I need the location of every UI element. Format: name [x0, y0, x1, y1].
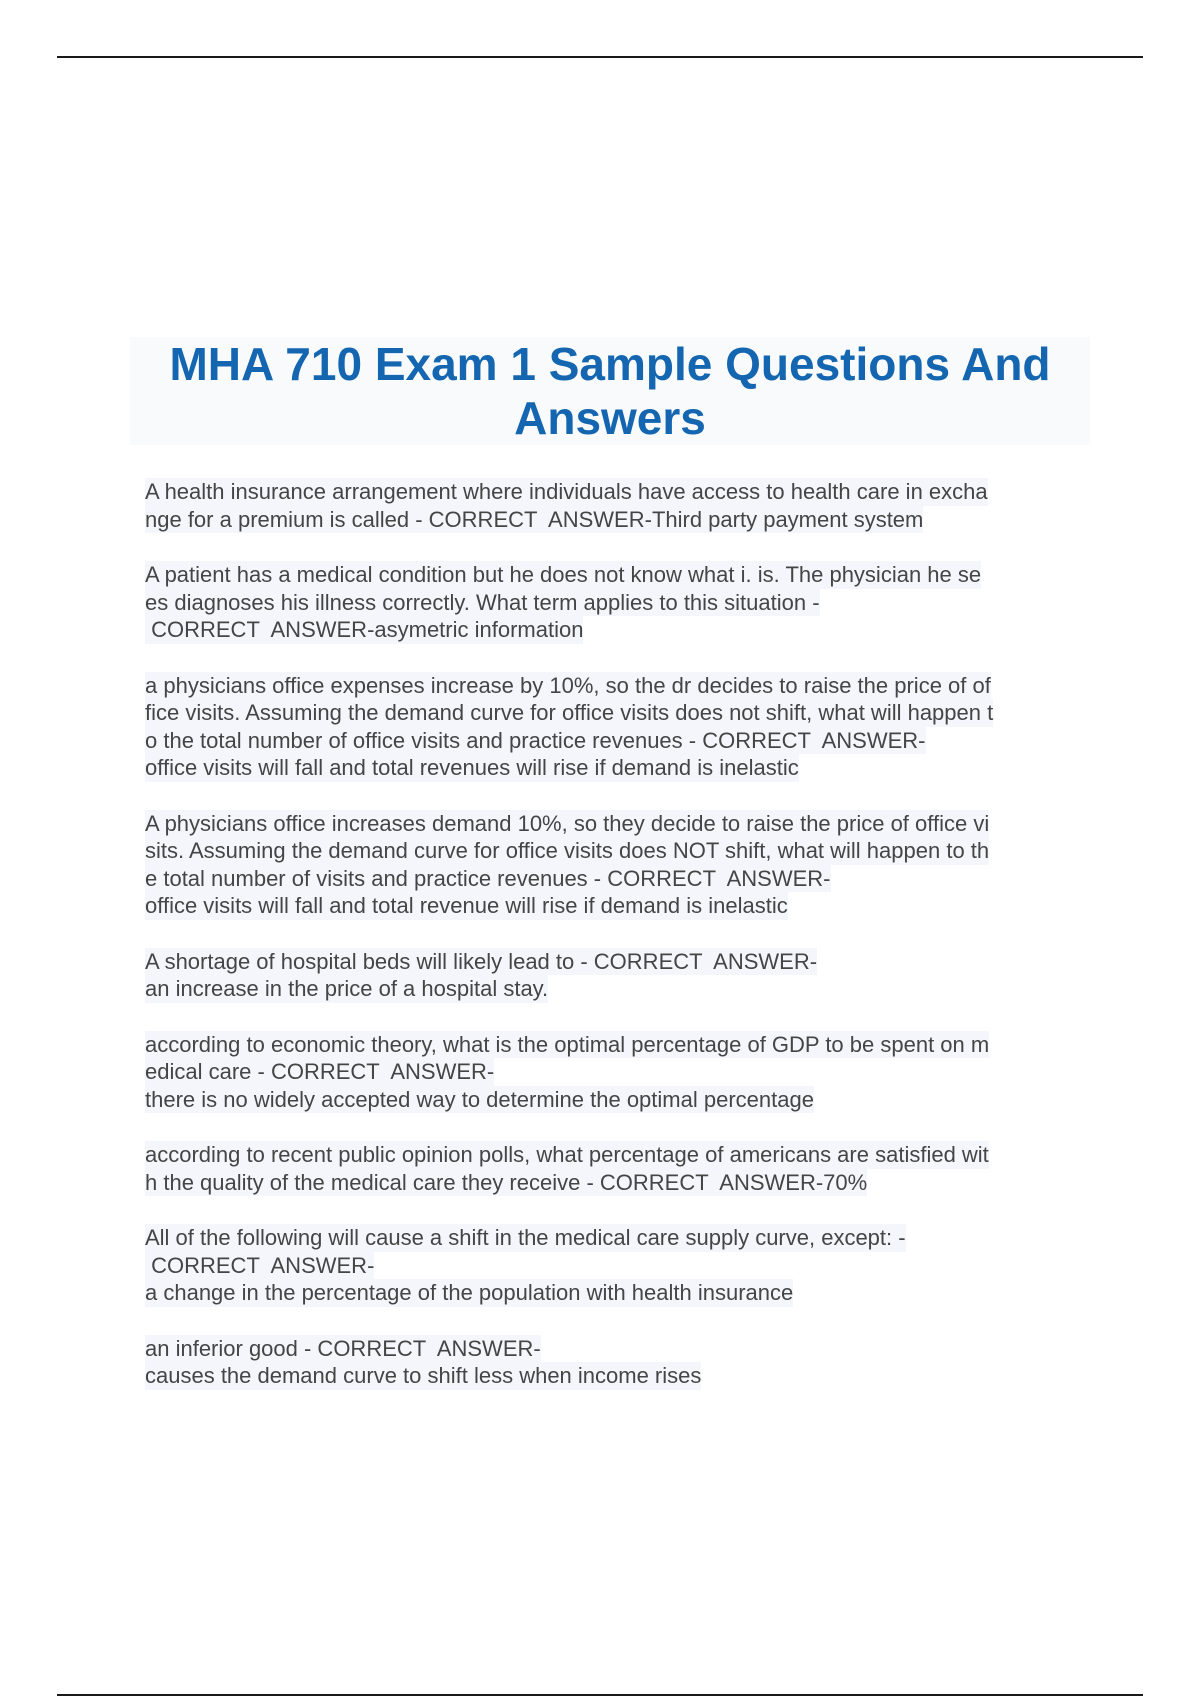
- qa-line: sits. Assuming the demand curve for office visits does NOT shift, what will happen to th: [145, 838, 990, 863]
- page-title: [130, 337, 1090, 445]
- qa-line: A physicians office increases demand 10%, so they decide to raise the price of office vi: [145, 810, 990, 836]
- qa-line: office visits will fall and total revenue will rise if demand is inelastic: [145, 893, 788, 918]
- qa-line: es diagnoses his illness correctly. What term applies to this situation -: [145, 589, 820, 615]
- qa-line: an inferior good - CORRECT ANSWER-: [145, 1335, 541, 1361]
- qa-line: A shortage of hospital beds will likely lead to - CORRECT ANSWER-: [145, 948, 818, 974]
- qa-line: A patient has a medical condition but he does not know what i. is. The physician he se: [145, 562, 982, 587]
- qa-line: e total number of visits and practice revenues - CORRECT ANSWER-: [145, 865, 831, 891]
- qa-line: a change in the percentage of the population with health insurance: [145, 1280, 794, 1305]
- qa-line: CORRECT ANSWER-: [145, 1252, 375, 1278]
- qa-line: office visits will fall and total revenues will rise if demand is inelastic: [145, 755, 799, 780]
- qa-line: fice visits. Assuming the demand curve for office visits does not shift, what will happen t: [145, 700, 994, 725]
- qa-item: [145, 1031, 1090, 1114]
- qa-line: edical care - CORRECT ANSWER-: [145, 1059, 495, 1084]
- qa-item: [145, 948, 1090, 1003]
- qa-line: an increase in the price of a hospital stay.: [145, 976, 549, 1001]
- qa-line: according to economic theory, what is the optimal percentage of GDP to be spent on m: [145, 1031, 990, 1057]
- title-line: Answers: [514, 392, 706, 444]
- qa-line: A health insurance arrangement where individuals have access to health care in excha: [145, 479, 988, 504]
- qa-list: [145, 478, 1090, 1418]
- qa-item: [145, 1141, 1090, 1196]
- footer-rule: [57, 1694, 1143, 1696]
- title-line: MHA 710 Exam 1 Sample Questions And: [169, 338, 1051, 390]
- qa-item: [145, 1224, 1090, 1307]
- qa-line: CORRECT ANSWER-asymetric information: [145, 617, 584, 642]
- qa-line: o the total number of office visits and practice revenues - CORRECT ANSWER-: [145, 727, 926, 753]
- qa-item: [145, 561, 1090, 644]
- qa-line: h the quality of the medical care they receive - CORRECT ANSWER-70%: [145, 1169, 868, 1195]
- qa-line: causes the demand curve to shift less when income rises: [145, 1363, 702, 1388]
- qa-line: a physicians office expenses increase by 10%, so the dr decides to raise the price of of: [145, 672, 991, 698]
- qa-item: [145, 672, 1090, 782]
- qa-item: [145, 478, 1090, 533]
- qa-line: there is no widely accepted way to determine the optimal percentage: [145, 1086, 814, 1112]
- qa-item: [145, 810, 1090, 920]
- qa-line: nge for a premium is called - CORRECT ANSWER-Third party payment system: [145, 506, 924, 532]
- qa-line: according to recent public opinion polls, what percentage of americans are satisfied wit: [145, 1142, 989, 1167]
- qa-item: [145, 1335, 1090, 1390]
- header-rule: [57, 56, 1143, 58]
- qa-line: All of the following will cause a shift in the medical care supply curve, except: -: [145, 1225, 906, 1250]
